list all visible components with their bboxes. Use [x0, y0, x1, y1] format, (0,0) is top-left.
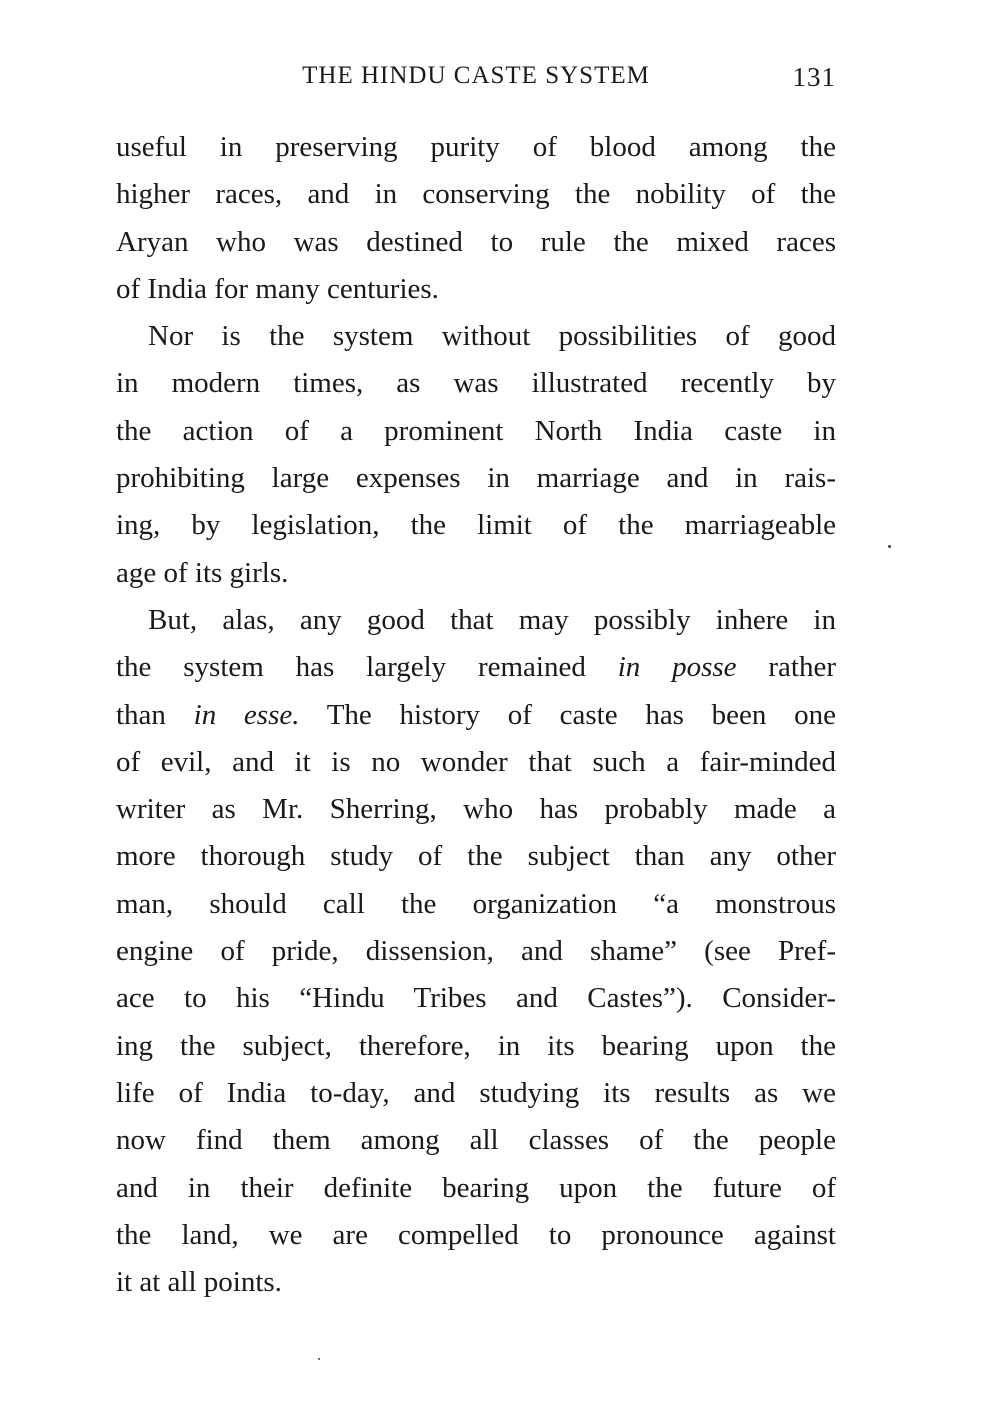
line-segment: the system has largely remained: [116, 651, 586, 684]
text-line: of India for many centuries.: [116, 272, 439, 305]
text-line: Nor is the system without possibilities of good: [148, 320, 836, 353]
text-line: But, alas, any good that may possibly inhere in: [148, 603, 836, 636]
line-segment: than: [116, 698, 166, 731]
text-line: it at all points.: [116, 1266, 282, 1299]
italic-phrase: in esse.: [193, 698, 300, 731]
print-speck: [888, 545, 891, 548]
text-line: [116, 692, 836, 739]
line-segment: rather: [768, 651, 836, 684]
text-line: in modern times, as was illustrated recently by: [116, 367, 836, 400]
print-speck: [318, 1358, 320, 1360]
text-line: ace to his “Hindu Tribes and Castes”). Consider-: [116, 982, 836, 1015]
text-line: and in their definite bearing upon the future of: [116, 1171, 836, 1204]
text-line: higher races, and in conserving the nobility of the: [116, 178, 836, 211]
text-line: ing the subject, therefore, in its bearing upon the: [116, 1029, 836, 1062]
line-segment: The history of caste has been one: [326, 698, 836, 731]
text-line: age of its girls.: [116, 556, 289, 589]
text-line: writer as Mr. Sherring, who has probably made a: [116, 793, 836, 826]
body-text: [116, 124, 836, 1306]
text-line: man, should call the organization “a monstrous: [116, 887, 836, 920]
page-number: 131: [792, 62, 836, 92]
text-line: of evil, and it is no wonder that such a fair-minded: [116, 745, 836, 778]
text-line: the action of a prominent North India caste in: [116, 414, 836, 447]
text-line: [116, 644, 836, 691]
running-head: [116, 62, 836, 102]
text-line: engine of pride, dissension, and shame” (see Pref-: [116, 935, 836, 968]
text-line: more thorough study of the subject than any other: [116, 840, 836, 873]
text-line: life of India to-day, and studying its results as we: [116, 1076, 836, 1109]
running-title: THE HINDU CASTE SYSTEM: [302, 62, 650, 89]
text-line: the land, we are compelled to pronounce against: [116, 1218, 836, 1251]
italic-phrase: in posse: [617, 651, 737, 684]
text-line: ing, by legislation, the limit of the marriageable: [116, 509, 836, 542]
text-line: Aryan who was destined to rule the mixed races: [116, 225, 836, 258]
text-line: now find them among all classes of the people: [116, 1124, 836, 1157]
text-line: useful in preserving purity of blood among the: [116, 131, 836, 163]
text-line: prohibiting large expenses in marriage and in rais-: [116, 462, 836, 495]
